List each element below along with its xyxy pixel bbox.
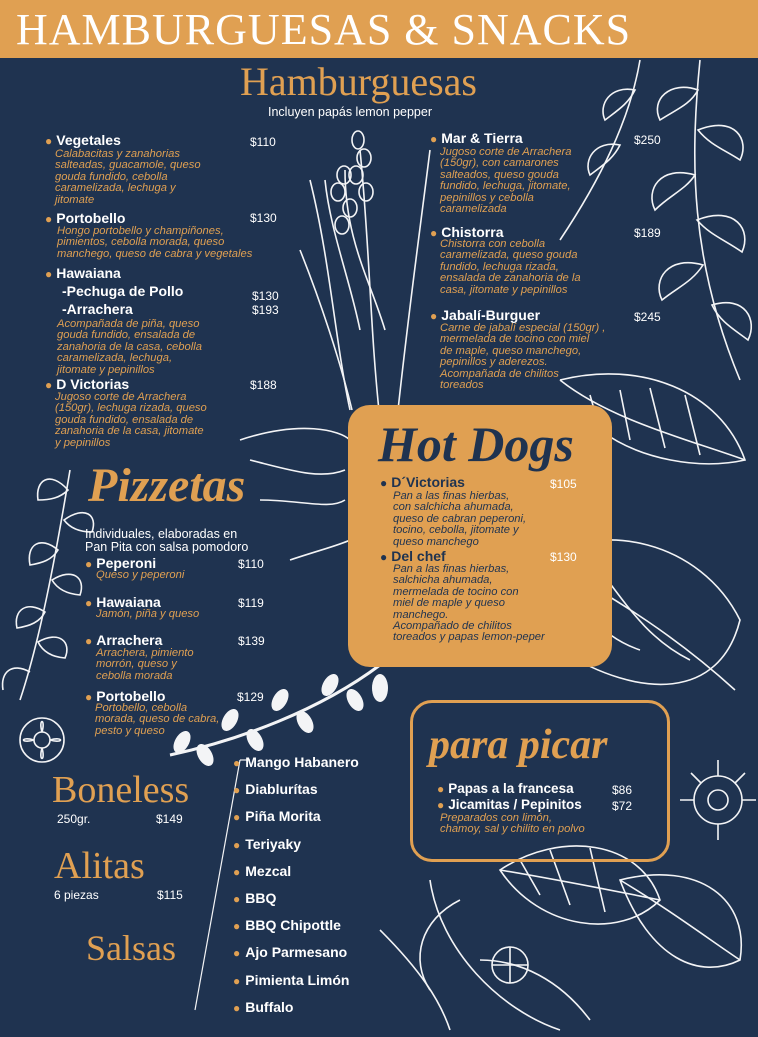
menu-item-arrachera-pizzeta: ● Arrachera [85,632,163,648]
menu-subitem-arrachera: -Arrachera [62,301,133,317]
leaf-branch-icon [560,60,640,240]
item-description: Arrachera, pimiento morrón, queso y cebolla morada [96,647,194,682]
menu-item-d-victorias-hotdog: ● D´Victorias [380,474,465,490]
menu-item-jabali-burguer: ● Jabalí-Burguer [430,307,541,323]
price: $110 [250,135,276,149]
salsa-item: ● Piña Morita [233,808,321,825]
alitas-title: Alitas [54,845,145,887]
hamburguesas-title: Hamburguesas [240,59,477,104]
price: $130 [252,289,279,303]
hamburguesas-subtitle: Incluyen papás lemon pepper [268,105,433,119]
price: $250 [634,133,661,147]
salsas-title: Salsas [86,928,176,968]
para-picar-title: para picar [429,722,608,768]
price: $188 [250,378,277,392]
salsa-item: ● Mango Habanero [233,754,359,770]
menu-item-mar-tierra: ● Mar & Tierra [430,130,523,146]
para-picar-panel [410,700,670,862]
item-description: Pan a las finas hierbas, con salchicha ahumada, queso de cabran peperoni, tocino, cebolla, jitomate y queso manchego [393,490,527,548]
item-description: Chistorra con cebolla caramelizada, queso gouda fundido, lechuga rizada, ensalada de zanahoria de la casa, jitomate y pepinillos [440,238,581,296]
price: $110 [238,557,264,571]
menu-item-hawaiana: ● Hawaiana [45,265,121,281]
price: $189 [634,226,661,240]
menu-item-hawaiana-pizzeta: ● Hawaiana [85,594,161,610]
menu-item-del-chef: ● Del chef [380,548,446,564]
pizzetas-title: Pizzetas [88,459,246,512]
item-description: Jamón, piña y queso [96,608,200,620]
item-description: Pan a las finas hierbas, salchicha ahumada, mermelada de tocino con miel de maple y queso manchego. Acompañado de chilitos toreados y papas lemon-peper [393,563,545,644]
menu-item-portobello: ● Portobello [45,210,126,226]
item-description: Acompañada de piña, queso gouda fundido, ensalada de zanahoria de la casa, cebolla caramelizada, lechuga, jitomate y pepinillos [57,318,202,376]
item-description: Queso y peperoni [96,569,185,581]
price: $115 [157,888,183,902]
leaf-branch-icon [240,428,350,560]
item-description: Carne de jabalí especial (150gr) , mermelada de tocino con miel de maple, queso manchego, pepinillos y aderezos. Acompañada de chilitos toreados [440,322,606,392]
price: $139 [238,634,265,648]
menu-item-papas: ● Papas a la francesa [437,781,574,796]
price: $130 [550,550,577,564]
item-description: Hongo portobello y champiñones, pimientos, cebolla morada, queso manchego, queso de cabra y vegetales [57,225,253,260]
hotdogs-title: Hot Dogs [378,416,574,472]
menu-item-chistorra: ● Chistorra [430,224,504,240]
salsas-list [233,754,359,1026]
salsa-item: ● Pimienta Limón [233,971,350,988]
menu-item-jicamitas: ● Jicamitas / Pepinitos [437,797,582,812]
salsa-item: ● Buffalo [233,998,294,1015]
price: $105 [550,477,577,491]
boneless-qty: 250gr. [57,812,91,826]
price: $86 [612,783,633,797]
menu-subitem-pollo: -Pechuga de Pollo [62,283,184,299]
salsa-item: ● BBQ [233,889,277,906]
pizzetas-subtitle: Individuales, elaboradas en Pan Pita con salsa pomodoro [85,527,249,554]
salsa-item: ● Teriyaky [233,835,302,852]
price: $129 [237,690,264,704]
alitas-qty: 6 piezas [54,888,99,902]
leaf-branch-icon [3,470,94,700]
flower-icon [20,718,64,762]
flower-icon [680,760,756,840]
price: $130 [250,211,277,225]
price: $193 [252,303,279,317]
item-description: Jugoso corte de Arrachera (150gr), con camarones salteados, queso gouda fundido, lechuga, jitomate, pepinillos y cebolla caramelizada [440,146,572,216]
salsa-item: ● BBQ Chipottle [233,917,341,934]
leaf-branch-icon [652,60,751,380]
salsa-item: ● Mezcal [233,862,292,879]
boneless-title: Boneless [52,769,190,811]
menu-item-vegetales: ● Vegetales [45,132,121,148]
menu-item-d-victorias: ● D Victorias [45,376,130,392]
salsa-item: ● Diablurítas [233,781,318,798]
header-title: HAMBURGUESAS & SNACKS [16,5,632,54]
monstera-leaf-icon [380,846,741,1030]
lavender-icon [300,131,430,420]
salsa-item: ● Ajo Parmesano [233,944,348,961]
item-description: Preparados con limón, chamoy, sal y chilito en polvo [440,812,585,836]
item-description: Jugoso corte de Arrachera (150gr), lechuga rizada, queso gouda fundido, ensalada de zanahoria de la casa, jitomate y pepinillos [55,391,207,449]
menu-item-portobello-pizzeta: ● Portobello [85,688,166,704]
price: $149 [156,812,183,826]
menu-item-peperoni: ● Peperoni [85,555,157,571]
price: $119 [238,596,264,610]
item-description: Calabacitas y zanahorias salteadas, guacamole, queso gouda fundido, cebolla caramelizada, lechuga y jitomate [55,148,201,206]
item-description: Portobello, cebolla morada, queso de cabra, pesto y queso [95,702,220,737]
price: $245 [634,310,661,324]
hotdogs-panel [348,405,612,667]
price: $72 [612,799,633,813]
